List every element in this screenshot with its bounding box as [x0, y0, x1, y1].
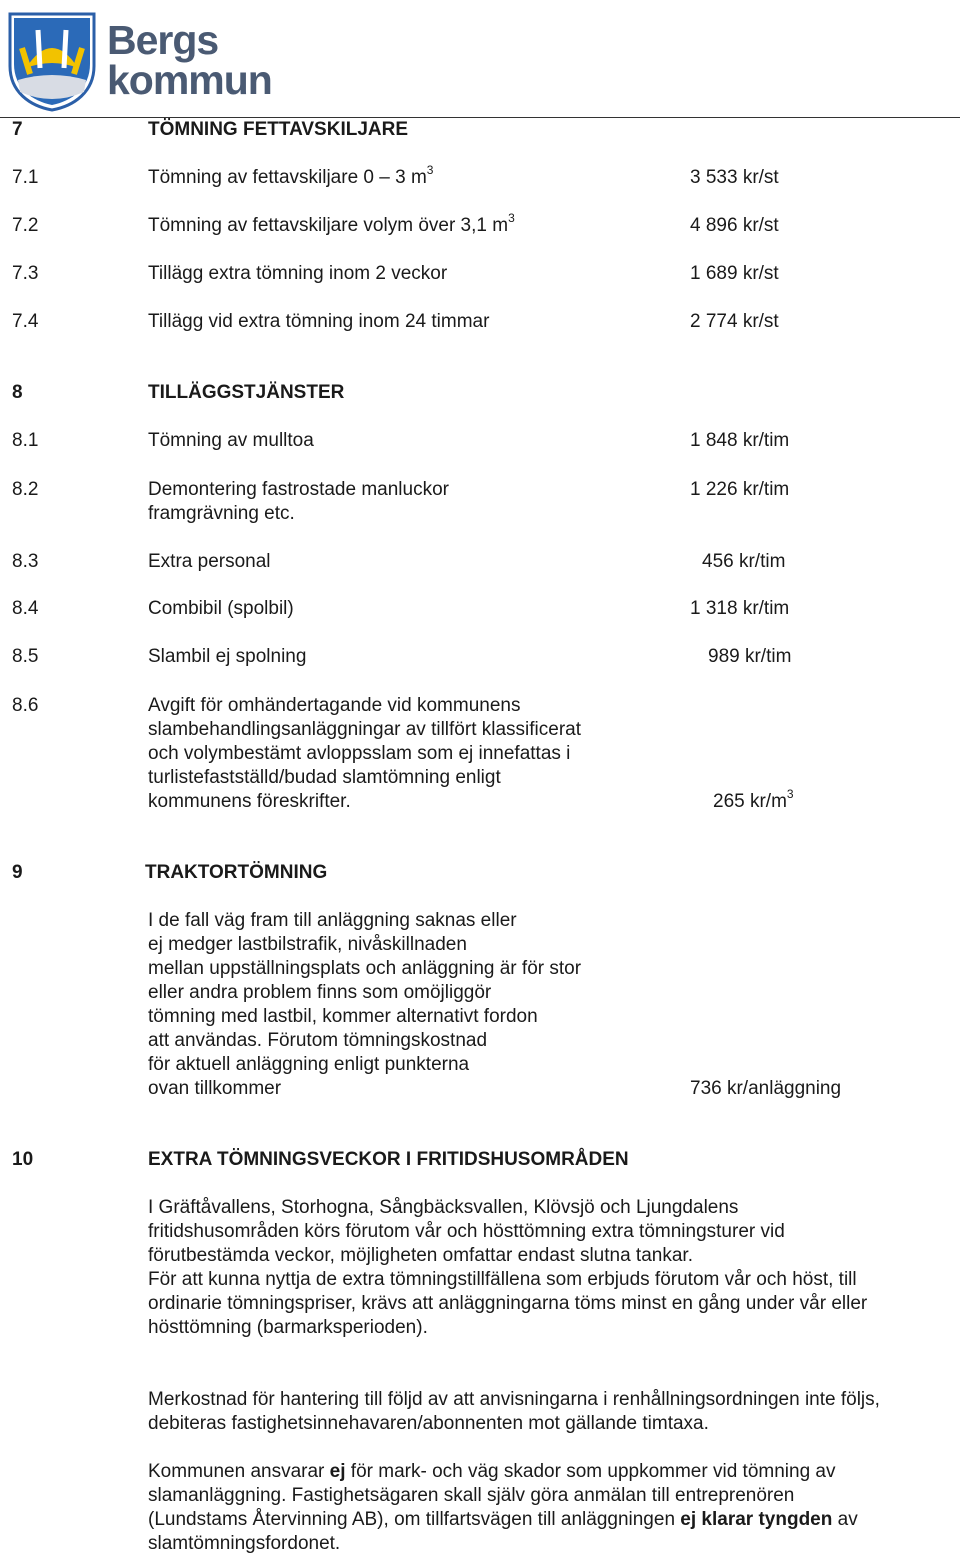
section-10-number: 10 — [12, 1149, 34, 1170]
item-8-4-text: Combibil (spolbil) — [148, 598, 294, 619]
item-8-1-price: 1 848 kr/tim — [690, 430, 790, 451]
item-8-6-number: 8.6 — [12, 695, 39, 716]
item-7-1-price: 3 533 kr/st — [690, 167, 779, 188]
section-9-number: 9 — [12, 862, 23, 883]
section-7-number: 7 — [12, 119, 23, 140]
item-8-1-text: Tömning av mulltoa — [148, 430, 314, 451]
item-7-4-number: 7.4 — [12, 311, 39, 332]
item-8-4-number: 8.4 — [12, 598, 39, 619]
section-10-paragraph-2: Merkostnad för hantering till följd av att anvisningarna i renhållningsordningen inte följs, debiteras fastighetsinnehavaren/abonnenten mot gällande timtaxa. — [148, 1389, 880, 1434]
section-8-title: TILLÄGGSTJÄNSTER — [148, 382, 345, 403]
section-9-description: I de fall väg fram till anläggning saknas eller ej medger lastbilstrafik, nivåskillnaden mellan uppställningsplats och anläggning är för stor eller andra problem finns som omöjliggör tömning med lastbil, kommer alternativt fordon att användas. Förutom tömningskostnad för aktuell anläggning enligt punkterna ovan tillkommer — [148, 910, 582, 1099]
section-9-price: 736 kr/anläggning — [690, 1078, 842, 1099]
item-8-1-number: 8.1 — [12, 430, 39, 451]
item-8-6-price: 265 $kr/m^3$ — [713, 786, 794, 812]
item-8-3-text: Extra personal — [148, 551, 271, 572]
item-7-1-text: Tömning av fettavskiljare 0 – 3 $m^3$ — [148, 162, 434, 188]
item-7-4-text: Tillägg vid extra tömning inom 24 timmar — [148, 311, 490, 332]
item-8-6-text: Avgift för omhändertagande vid kommunens slambehandlingsanläggningar av tillfört klassificerat och volymbestämt avloppsslam som ej innefattas i turlistefastställd/budad slamtömning enligt kommunens föreskrifter. — [148, 695, 582, 812]
item-8-2-number: 8.2 — [12, 479, 39, 500]
item-7-1-number: 7.1 — [12, 167, 39, 188]
item-7-2-number: 7.2 — [12, 215, 39, 236]
item-7-2-text: Tömning av fettavskiljare volym över 3,1 $m^3$ — [148, 210, 515, 236]
item-8-3-price: 456 kr/tim — [702, 551, 786, 572]
section-8-number: 8 — [12, 382, 23, 403]
item-7-4-price: 2 774 kr/st — [690, 311, 779, 332]
section-7-title: TÖMNING FETTAVSKILJARE — [148, 119, 409, 140]
item-8-5-price: 989 kr/tim — [708, 646, 792, 667]
section-10-paragraph-1: I Gräftåvallens, Storhogna, Sångbäcksvallen, Klövsjö och Ljungdalens fritidshusområden körs förutom vår och hösttömning extra tömningsturer vid förutbestämda veckor, möjligheten omfattar endast slutna tankar. För att kunna nyttja de extra tömningstillfällena som erbjuds förutom vår och höst, till ordinarie tömningspriser, krävs att anläggningarna töms minst en gång under vår eller hösttömning (barmarksperioden). — [148, 1197, 868, 1338]
logo-line-1: Bergs — [107, 17, 219, 63]
bergs-kommun-logo — [4, 8, 272, 112]
item-7-3-price: 1 689 kr/st — [690, 263, 779, 284]
item-7-3-number: 7.3 — [12, 263, 39, 284]
item-7-3-text: Tillägg extra tömning inom 2 veckor — [148, 263, 448, 284]
logo-line-2: kommun — [107, 57, 272, 103]
item-8-2-price: 1 226 kr/tim — [690, 479, 790, 500]
section-10-title: EXTRA TÖMNINGSVECKOR I FRITIDSHUSOMRÅDEN — [148, 1149, 629, 1170]
item-8-5-number: 8.5 — [12, 646, 39, 667]
coat-of-arms-icon — [4, 8, 100, 112]
item-8-4-price: 1 318 kr/tim — [690, 598, 790, 619]
section-10-paragraph-3: Kommunen ansvarar ej för mark- och väg skador som uppkommer vid tömning av slamanläggning. Fastighetsägaren skall själv göra anmälan till entreprenören (Lundstams Återvinning AB), om tillfartsvägen till anläggningen ej klarar tyngden av slamtömningsfordonet. — [148, 1461, 858, 1554]
item-8-3-number: 8.3 — [12, 551, 39, 572]
header-divider — [0, 117, 960, 118]
item-8-5-text: Slambil ej spolning — [148, 646, 307, 667]
section-9-title: TRAKTORTÖMNING — [145, 862, 328, 883]
item-8-2-text: Demontering fastrostade manluckor framgrävning etc. — [148, 479, 449, 524]
item-7-2-price: 4 896 kr/st — [690, 215, 779, 236]
logo-wordmark — [107, 17, 272, 103]
